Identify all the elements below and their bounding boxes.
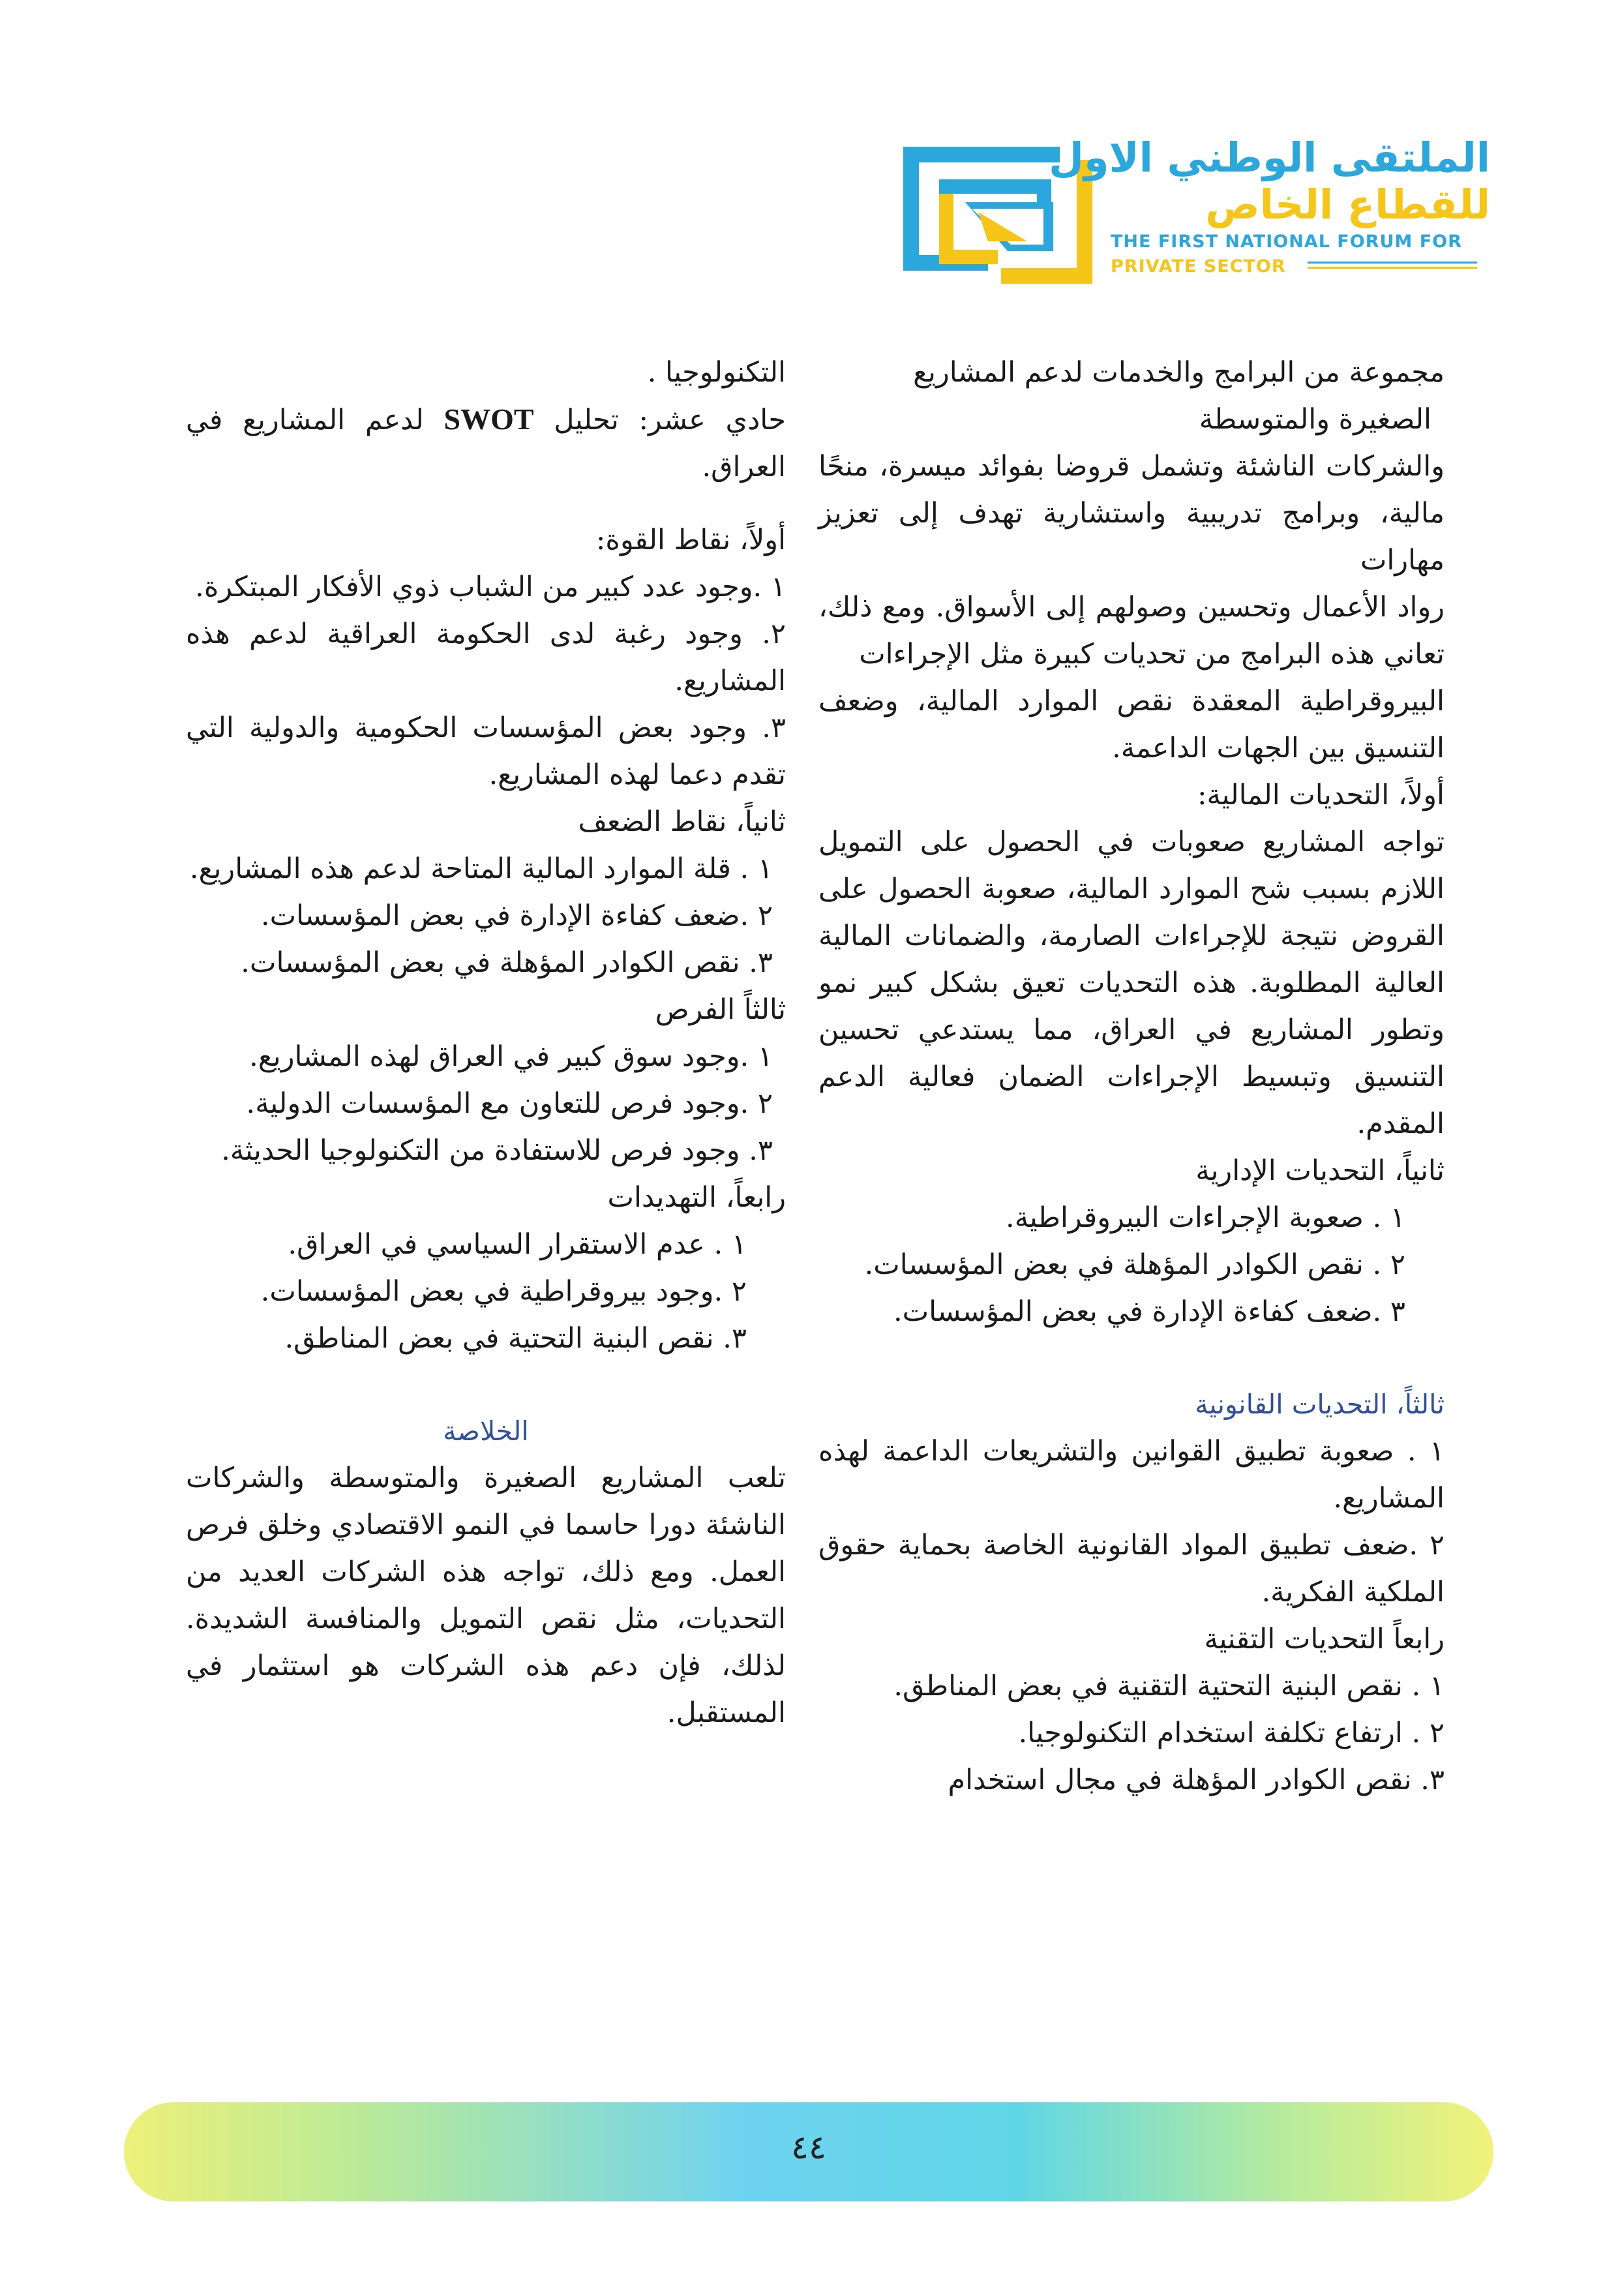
section-heading: ثانياً، التحديات الإدارية (1195, 1155, 1445, 1187)
paragraph: التكنولوجيا . (647, 356, 786, 389)
list-item: ٣. نقص الكوادر المؤهلة في مجال استخدام (948, 1764, 1445, 1796)
list-item: ١ .وجود عدد كبير من الشباب ذوي الأفكار المبتكرة. (195, 571, 786, 603)
conclusion-text: تلعب المشاريع الصغيرة والمتوسطة والشركات الناشئة دورا حاسما في النمو الاقتصادي وخلق فرص العمل. ومع ذلك، تواجه هذه الشركات العديد من التحديات، مثل نقص التمويل والمنافسة الشديدة. لذلك، فإن دعم هذه الشركات هو استثمار في المستقبل. (186, 1462, 786, 1729)
list-item: ٣ .ضعف كفاءة الإدارة في بعض المؤسسات. (893, 1295, 1405, 1328)
logo-arabic-line1: الملتقى الوطني الاول (1049, 134, 1490, 181)
list-item: ١ . صعوبة تطبيق القوانين والتشريعات الداعمة لهذه المشاريع. (818, 1435, 1445, 1515)
section-heading: أولاً، التحديات المالية: (1197, 779, 1445, 811)
section-heading: ثانياً، نقاط الضعف (578, 806, 786, 838)
section-heading: ثالثاً، التحديات القانونية (1195, 1389, 1445, 1420)
swot-heading (186, 396, 786, 491)
paragraph: البيروقراطية المعقدة نقص الموارد المالية، وضعف التنسيق بين الجهات الداعمة. (818, 685, 1445, 764)
list-item: ١ . صعوبة الإجراءات البيروقراطية. (1006, 1201, 1405, 1234)
swot-word: SWOT (443, 402, 534, 436)
paragraph: الصغيرة والمتوسطة (1199, 403, 1431, 436)
list-item: ٢ .ضعف تطبيق المواد القانونية الخاصة بحماية حقوق الملكية الفكرية. (818, 1529, 1445, 1609)
list-item: ٣. وجود بعض المؤسسات الحكومية والدولية التي تقدم دعما لهذه المشاريع. (186, 712, 786, 791)
logo-english-line1: THE FIRST NATIONAL FORUM FOR (1111, 232, 1462, 252)
section-heading: رابعاً التحديات التقنية (1204, 1623, 1445, 1655)
list-item: ٢ . نقص الكوادر المؤهلة في بعض المؤسسات. (864, 1248, 1405, 1281)
paragraph: مجموعة من البرامج والخدمات لدعم المشاريع (913, 356, 1445, 389)
list-item: ٢ .ضعف كفاءة الإدارة في بعض المؤسسات. (260, 899, 773, 932)
right-column (818, 349, 1445, 1804)
list-item: ١ .وجود سوق كبير في العراق لهذه المشاريع. (249, 1040, 773, 1073)
footer-band (124, 2102, 1493, 2201)
forum-logo (903, 134, 1490, 284)
section-heading: أولاً، نقاط القوة: (595, 524, 786, 556)
list-item: ٣. نقص البنية التحتية في بعض المناطق. (284, 1322, 747, 1355)
logo-rule-yellow (1308, 267, 1477, 269)
list-item: ٢ . ارتفاع تكلفة استخدام التكنولوجيا. (1018, 1717, 1445, 1749)
logo-rule (1308, 262, 1477, 264)
list-item: ٢ .وجود فرص للتعاون مع المؤسسات الدولية. (246, 1087, 773, 1120)
conclusion-heading: الخلاصة (443, 1415, 529, 1447)
page-number: ٤٤ (791, 2128, 826, 2166)
logo-arabic-line2: للقطاع الخاص (1205, 181, 1490, 228)
list-item: ٣. نقص الكوادر المؤهلة في بعض المؤسسات. (241, 946, 773, 979)
list-item: ١ . قلة الموارد المالية المتاحة لدعم هذه المشاريع. (189, 853, 773, 885)
list-item: ٢ .وجود بيروقراطية في بعض المؤسسات. (260, 1275, 747, 1308)
section-heading: ثالثاً الفرص (655, 993, 786, 1026)
list-item: ٢. وجود رغبة لدى الحكومة العراقية لدعم هذه المشاريع. (186, 618, 786, 697)
list-item: ١ . عدم الاستقرار السياسي في العراق. (288, 1228, 747, 1261)
swot-heading-post: لدعم المشاريع في العراق. (186, 404, 786, 483)
logo-english-line2: PRIVATE SECTOR (1111, 256, 1286, 277)
section-heading: رابعاً، التهديدات (607, 1181, 786, 1214)
paragraph: رواد الأعمال وتحسين وصولهم إلى الأسواق. ومع ذلك، تعاني هذه البرامج من تحديات كبيرة مثل الإجراءات (818, 591, 1445, 671)
list-item: ٣. وجود فرص للاستفادة من التكنولوجيا الحديثة. (221, 1134, 773, 1167)
left-column (186, 349, 786, 1736)
list-item: ١ . نقص البنية التحتية التقنية في بعض المناطق. (893, 1670, 1445, 1702)
paragraph: والشركات الناشئة وتشمل قروضا بفوائد ميسرة، منحًا مالية، وبرامج تدريبية واستشارية تهدف إلى تعزيز مهارات (818, 450, 1445, 577)
swot-heading-pre: حادي عشر: تحليل (533, 404, 786, 436)
paragraph: تواجه المشاريع صعوبات في الحصول على التمويل اللازم بسبب شح الموارد المالية، صعوبة الحصول على القروض نتيجة للإجراءات الصارمة، والضمانات المالية العالية المطلوبة. هذه التحديات تعيق بشكل كبير نمو وتطور المشاريع في العراق، مما يستدعي تحسين التنسيق وتبسيط الإجراءات الضمان فعالية الدعم المقدم. (818, 826, 1445, 1140)
